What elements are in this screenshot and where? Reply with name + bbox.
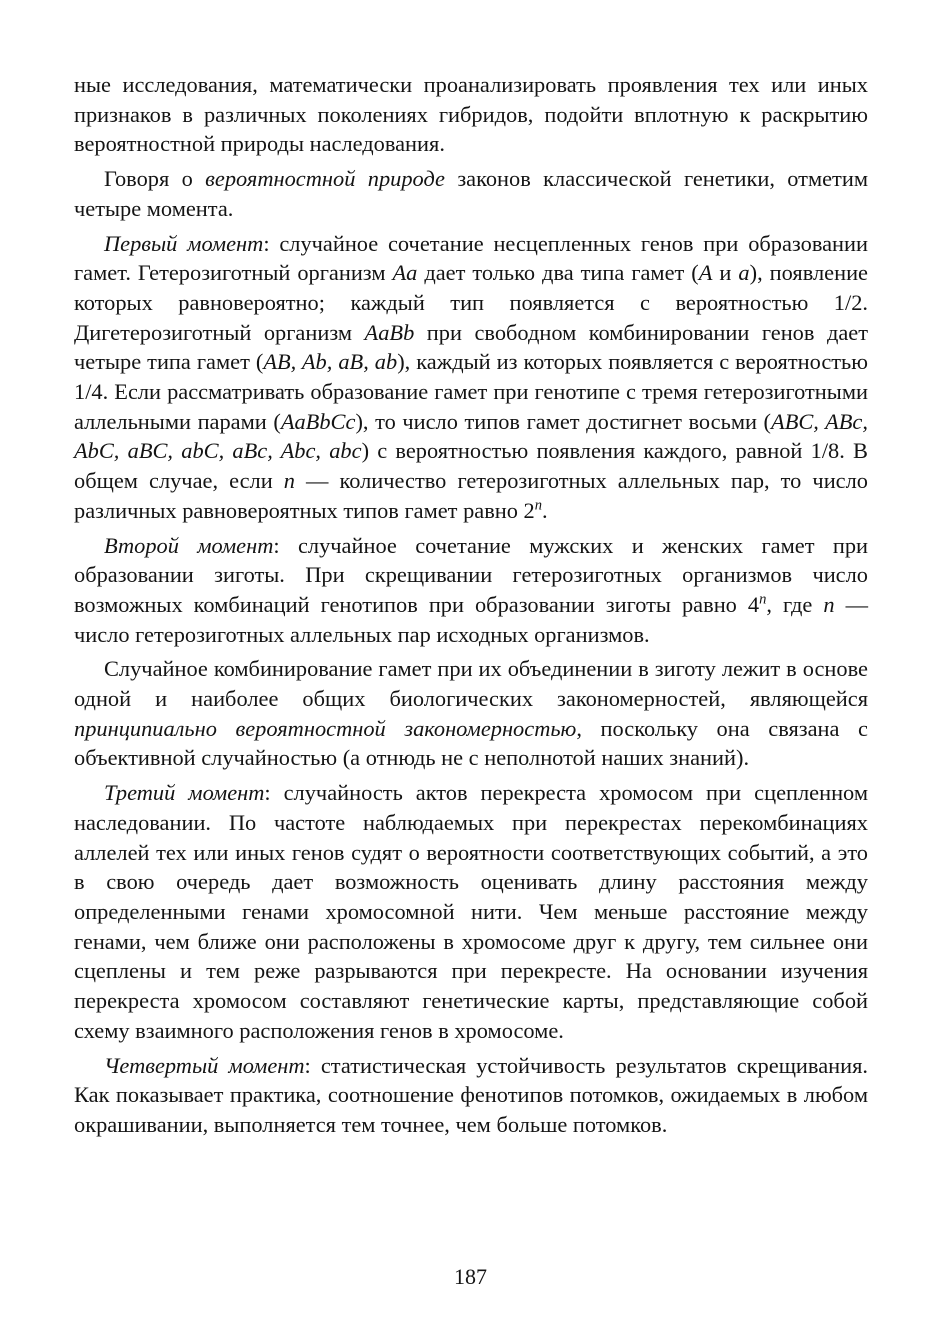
italic-text: AaBb <box>364 319 415 345</box>
text-run: при свободном комбинировании генов дает четыре типа гамет ( <box>74 319 869 375</box>
body-text <box>74 70 868 1140</box>
paragraph <box>74 70 868 159</box>
italic-text: Четвертый момент <box>104 1052 305 1078</box>
text-run: : случайное сочетание мужских и женских гамет при образовании зиготы. При скрещивании гетерозиготных организмов число возможных комбинаций генотипов при образовании зиготы равно 4 <box>74 532 869 617</box>
paragraph <box>74 531 868 650</box>
paragraph <box>74 654 868 773</box>
italic-text: принципиально вероятностной закономерностью <box>74 715 577 741</box>
italic-text: Первый момент <box>104 230 264 256</box>
paragraph <box>74 1051 868 1140</box>
italic-text: a <box>738 260 750 286</box>
italic-text: n <box>823 591 835 617</box>
text-run: Случайное комбинирование гамет при их объединении в зиготу лежит в основе одной и наиболее общих биологических закономерностей, являющейся <box>74 656 868 712</box>
text-run: , поскольку она связана с объективной случайностью (а отнюдь не с неполнотой наших знаний). <box>74 715 868 771</box>
italic-text: n <box>283 468 295 494</box>
italic-text: A <box>698 260 713 286</box>
text-run: , где <box>766 591 824 617</box>
text-run: ные исследования, математически проанализировать проявления тех или иных признаков в различных поколениях гибридов, подойти вплотную к раскрытию вероятностной природы наследования. <box>74 72 868 157</box>
text-run: : случайное сочетание несцепленных генов при образовании гамет. Гетерозиготный организм <box>74 230 868 286</box>
text-run: Говоря о <box>104 166 206 192</box>
text-run: дает только два типа гамет ( <box>417 260 699 286</box>
italic-text: ABC, ABc, AbC, aBC, abC, aBc, Abc, abc <box>74 408 868 464</box>
text-run: — число гетерозиготных аллельных пар исходных организмов. <box>74 591 868 647</box>
text-run: : статистическая устойчивость результатов скрещивания. Как показывает практика, соотношение фенотипов потомков, ожидаемых в любом окрашивании, выполняется тем точнее, чем больше потомков. <box>74 1052 868 1137</box>
italic-text: вероятностной природе <box>205 166 445 192</box>
text-run: и <box>712 260 739 286</box>
italic-text: Третий момент <box>104 780 265 806</box>
paragraph <box>74 778 868 1045</box>
superscript <box>535 497 542 513</box>
text-run: . <box>542 497 548 523</box>
text-run: законов классической генетики, отметим четыре момента. <box>74 166 868 221</box>
italic-text: AaBbCc <box>280 408 356 434</box>
text-run: ), каждый из которых появляется с вероятностью 1/4. Если рассматривать образование гамет при генотипе с тремя гетерозиготными аллельными парами ( <box>74 349 868 434</box>
italic-text: Второй момент <box>104 532 274 558</box>
italic-text: AB, Ab, aB, ab <box>263 349 398 375</box>
paragraph <box>74 229 868 526</box>
text-run: ), появление которых равновероятно; каждый тип появляется с вероятностью 1/2. Дигетерозиготный организм <box>74 260 868 345</box>
text-run: — количество гетерозиготных аллельных пар, то число различных равновероятных типов гамет равно 2 <box>74 468 868 523</box>
page-number: 187 <box>454 1264 487 1289</box>
text-run: ), то число типов гамет достигнет восьми ( <box>355 408 772 434</box>
italic-text: Aa <box>392 260 418 286</box>
paragraph <box>74 164 868 223</box>
text-run: : случайность актов перекреста хромосом при сцепленном наследовании. По частоте наблюдаемых при перекрестах перекомбинациях аллелей тех или иных генов судят о вероятности соответствующих событий, а это в свою очередь дает возможность оценивать длину расстояния между определенными генами хромосомной нити. Чем меньше расстояние между генами, чем ближе они расположены в хромосоме друг к другу, тем сильнее они сцеплены и тем реже разрываются при перекресте. На основании изучения перекреста хромосом составляют генетические карты, представляющие собой схему взаимного расположения генов в хромосоме. <box>74 780 868 1043</box>
superscript-text: n <box>759 591 767 608</box>
text-run: ) с вероятностью появления каждого, равной 1/8. В общем случае, если <box>74 438 868 494</box>
superscript-text: n <box>534 497 543 514</box>
